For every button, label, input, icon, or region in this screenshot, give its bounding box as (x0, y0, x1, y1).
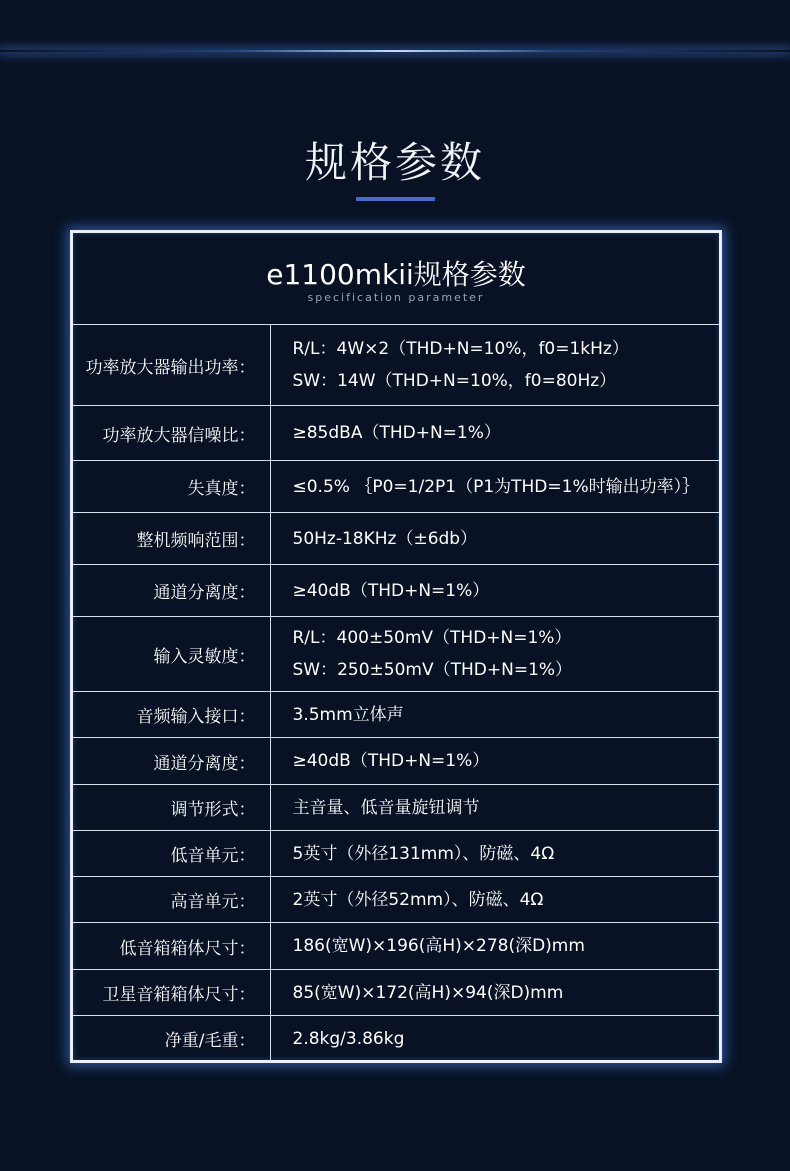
row-value (270, 406, 719, 461)
row-label: 整机频响范围： (73, 513, 270, 565)
table-row (73, 513, 719, 565)
row-label: 通道分离度： (73, 738, 270, 785)
value-line: 2英寸（外径52mm）、防磁、4Ω (292, 889, 544, 910)
row-value (270, 923, 719, 970)
value-line: SW：250±50mV（THD+N=1%） (292, 660, 573, 680)
row-label: 功率放大器信噪比： (73, 406, 270, 461)
row-value (270, 692, 719, 738)
row-label: 低音箱箱体尺寸： (73, 923, 270, 970)
table-row (73, 923, 719, 970)
row-value (270, 738, 719, 785)
value-line: 2.8kg/3.86kg (292, 1028, 405, 1049)
value-line: ≤0.5% ｛P0=1/2P1（P1为THD=1%时输出功率）｝ (292, 476, 700, 497)
value-line: 186(宽W)×196(高H)×278(深D)mm (292, 936, 585, 956)
value-line: 3.5mm立体声 (292, 704, 404, 725)
row-value (270, 513, 719, 565)
page-heading: 规格参数 (304, 138, 485, 187)
value-line: ≥85dBA（THD+N=1%） (292, 423, 501, 443)
row-label: 净重/毛重： (73, 1016, 270, 1062)
row-label: 输入灵敏度： (73, 617, 270, 692)
table-row (73, 325, 719, 406)
spec-title: e1100mkii规格参数 (266, 258, 526, 291)
row-label: 音频输入接口： (73, 692, 270, 738)
table-row (73, 785, 719, 831)
row-label: 失真度： (73, 461, 270, 513)
value-line: R/L：4W×2（THD+N=10%，f0=1kHz） (292, 339, 629, 359)
row-value (270, 970, 719, 1016)
value-line: 5英寸（外径131mm）、防磁、4Ω (292, 843, 555, 864)
table-row (73, 877, 719, 923)
table-row (73, 738, 719, 785)
value-line: 主音量、低音量旋钮调节 (292, 797, 480, 818)
heading-underline (356, 197, 435, 201)
row-label: 低音单元： (73, 831, 270, 877)
row-label: 功率放大器输出功率： (73, 325, 270, 406)
value-line: ≥40dB（THD+N=1%） (292, 580, 490, 601)
spec-table (73, 324, 719, 1062)
row-value (270, 565, 719, 617)
table-row (73, 831, 719, 877)
table-row (73, 406, 719, 461)
value-line: 50Hz-18KHz（±6db） (292, 528, 478, 549)
row-value (270, 831, 719, 877)
row-label: 调节形式： (73, 785, 270, 831)
row-value (270, 461, 719, 513)
row-label: 卫星音箱箱体尺寸： (73, 970, 270, 1016)
row-value (270, 1016, 719, 1062)
row-value (270, 617, 719, 692)
row-label: 高音单元： (73, 877, 270, 923)
table-row (73, 970, 719, 1016)
row-value (270, 785, 719, 831)
table-row (73, 692, 719, 738)
table-row (73, 1016, 719, 1062)
table-row (73, 461, 719, 513)
decorative-glow-line (0, 50, 790, 52)
spec-panel (70, 230, 722, 1063)
value-line: ≥40dB（THD+N=1%） (292, 751, 490, 771)
table-row (73, 565, 719, 617)
value-line: R/L：400±50mV（THD+N=1%） (292, 628, 572, 648)
value-line: 85(宽W)×172(高H)×94(深D)mm (292, 982, 564, 1003)
row-value (270, 325, 719, 406)
table-row (73, 617, 719, 692)
row-label: 通道分离度： (73, 565, 270, 617)
spec-subtitle: specification parameter (307, 291, 485, 304)
row-value (270, 877, 719, 923)
value-line: SW：14W（THD+N=10%，f0=80Hz） (292, 371, 617, 391)
